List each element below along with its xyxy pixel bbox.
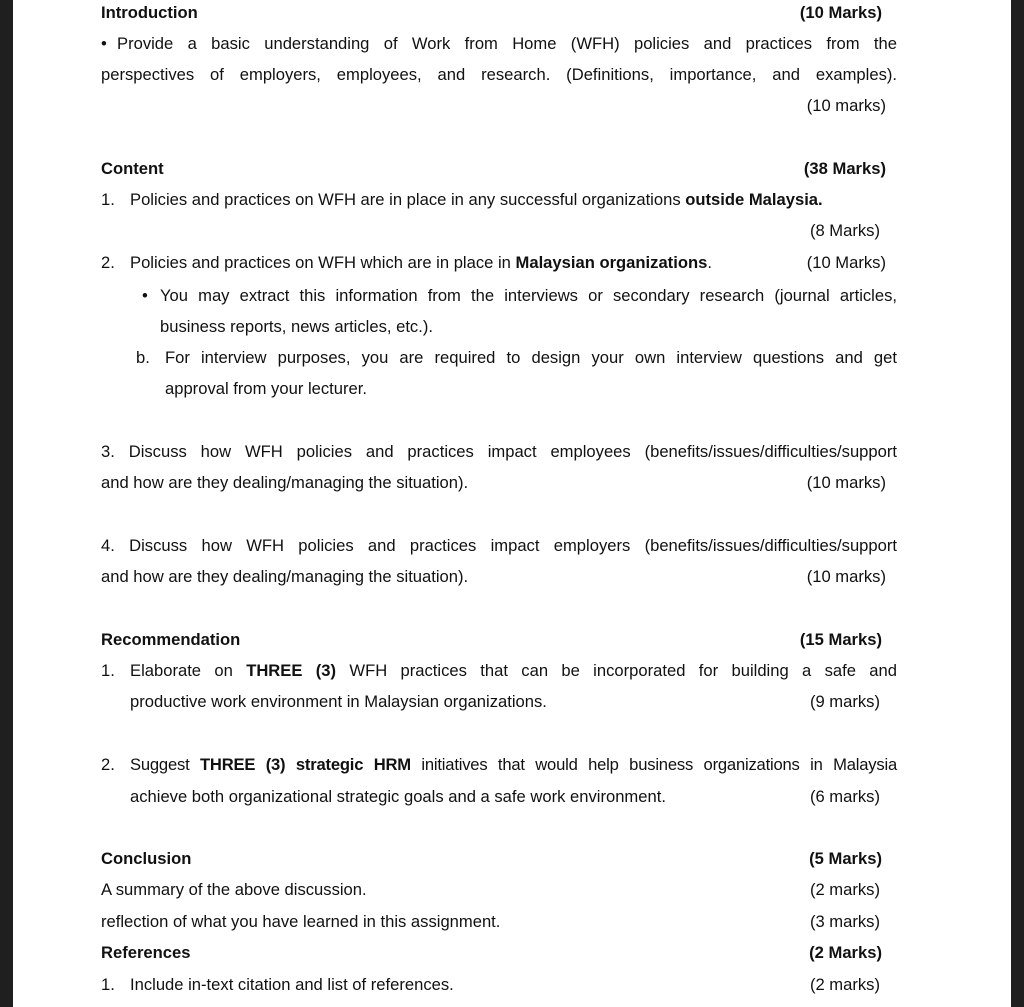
recommendation-item-2-number: 2. xyxy=(101,755,115,774)
content-item-2-plain: Policies and practices on WFH which are in place in xyxy=(130,253,516,272)
content-item-2-text xyxy=(130,253,712,273)
conclusion-line-1-marks: (2 marks) xyxy=(809,880,880,899)
conclusion-heading: Conclusion xyxy=(101,849,192,868)
content-item-2-marks: (10 Marks) xyxy=(806,253,886,272)
references-item-number: 1. xyxy=(101,975,115,994)
references-item-text: Include in-text citation and list of references. xyxy=(130,975,454,994)
conclusion-marks: (5 Marks) xyxy=(809,849,882,868)
content-heading: Content xyxy=(101,159,164,178)
content-marks: (38 Marks) xyxy=(803,159,886,178)
content-item-2-number: 2. xyxy=(101,253,115,272)
recommendation-marks: (15 Marks) xyxy=(799,630,882,649)
recommendation-item-1-bold: THREE (3) xyxy=(246,661,337,680)
recommendation-item-1-pre: Elaborate on xyxy=(130,661,247,680)
references-marks: (2 Marks) xyxy=(809,943,882,962)
content-item-3-line-2: and how are they dealing/managing the situation). xyxy=(101,473,469,492)
content-item-2-bullet: • xyxy=(142,286,148,305)
conclusion-line-2-marks: (3 marks) xyxy=(809,912,880,931)
right-page-edge xyxy=(1011,0,1024,1007)
content-item-4-line-2: and how are they dealing/managing the situation). xyxy=(101,567,469,586)
recommendation-item-2-line-2: achieve both organizational strategic goals and a safe work environment. xyxy=(130,787,666,806)
content-item-2-bold: Malaysian organizations xyxy=(515,253,708,272)
introduction-bullet: • xyxy=(101,34,107,53)
content-item-2-b-line-1: For interview purposes, you are required to design your own interview questions and get xyxy=(165,348,897,367)
content-item-1-plain: Policies and practices on WFH are in place in any successful organizations xyxy=(130,190,686,209)
content-item-2-period: . xyxy=(707,253,712,272)
content-item-2-b-line-2: approval from your lecturer. xyxy=(165,379,367,398)
recommendation-item-2-line-1 xyxy=(130,755,897,775)
document-page xyxy=(13,0,1011,1007)
introduction-sub-marks: (10 marks) xyxy=(806,96,886,115)
recommendation-item-1-post: WFH practices that can be incorporated for building a safe and xyxy=(336,661,897,680)
recommendation-item-2-marks: (6 marks) xyxy=(809,787,880,806)
introduction-line-2: perspectives of employers, employees, and research. (Definitions, importance, and examples). xyxy=(101,65,897,84)
introduction-line-1: Provide a basic understanding of Work from Home (WFH) policies and practices from the xyxy=(117,34,897,53)
recommendation-item-1-number: 1. xyxy=(101,661,115,680)
references-item-marks: (2 marks) xyxy=(809,975,880,994)
content-item-1-marks: (8 Marks) xyxy=(809,221,880,240)
introduction-heading: Introduction xyxy=(101,3,198,22)
recommendation-item-1-line-1 xyxy=(130,661,897,681)
left-page-edge xyxy=(0,0,13,1007)
content-item-1-number: 1. xyxy=(101,190,115,209)
recommendation-item-2-bold: THREE (3) strategic HRM xyxy=(199,755,411,774)
recommendation-heading: Recommendation xyxy=(101,630,241,649)
introduction-marks: (10 Marks) xyxy=(799,3,882,22)
references-heading: References xyxy=(101,943,191,962)
conclusion-line-1: A summary of the above discussion. xyxy=(101,880,367,899)
content-item-2-bullet-line-2: business reports, news articles, etc.). xyxy=(160,317,433,336)
recommendation-item-1-line-2: productive work environment in Malaysian organizations. xyxy=(130,692,547,711)
conclusion-line-2: reflection of what you have learned in this assignment. xyxy=(101,912,501,931)
content-item-3-marks: (10 marks) xyxy=(806,473,886,492)
recommendation-item-2-post: initiatives that would help business organizations in Malaysia xyxy=(410,755,897,774)
content-item-2-b-label: b. xyxy=(136,348,150,367)
content-item-3-line-1: 3. Discuss how WFH policies and practices impact employees (benefits/issues/difficulties/support xyxy=(101,442,897,461)
content-item-1-text xyxy=(130,190,823,210)
content-item-4-marks: (10 marks) xyxy=(806,567,886,586)
content-item-4-line-1: 4. Discuss how WFH policies and practices impact employers (benefits/issues/difficulties/support xyxy=(101,536,897,555)
recommendation-item-1-marks: (9 marks) xyxy=(809,692,880,711)
content-item-2-bullet-line-1: You may extract this information from the interviews or secondary research (journal articles, xyxy=(160,286,897,305)
recommendation-item-2-pre: Suggest xyxy=(130,755,200,774)
content-item-1-bold: outside Malaysia. xyxy=(685,190,823,209)
